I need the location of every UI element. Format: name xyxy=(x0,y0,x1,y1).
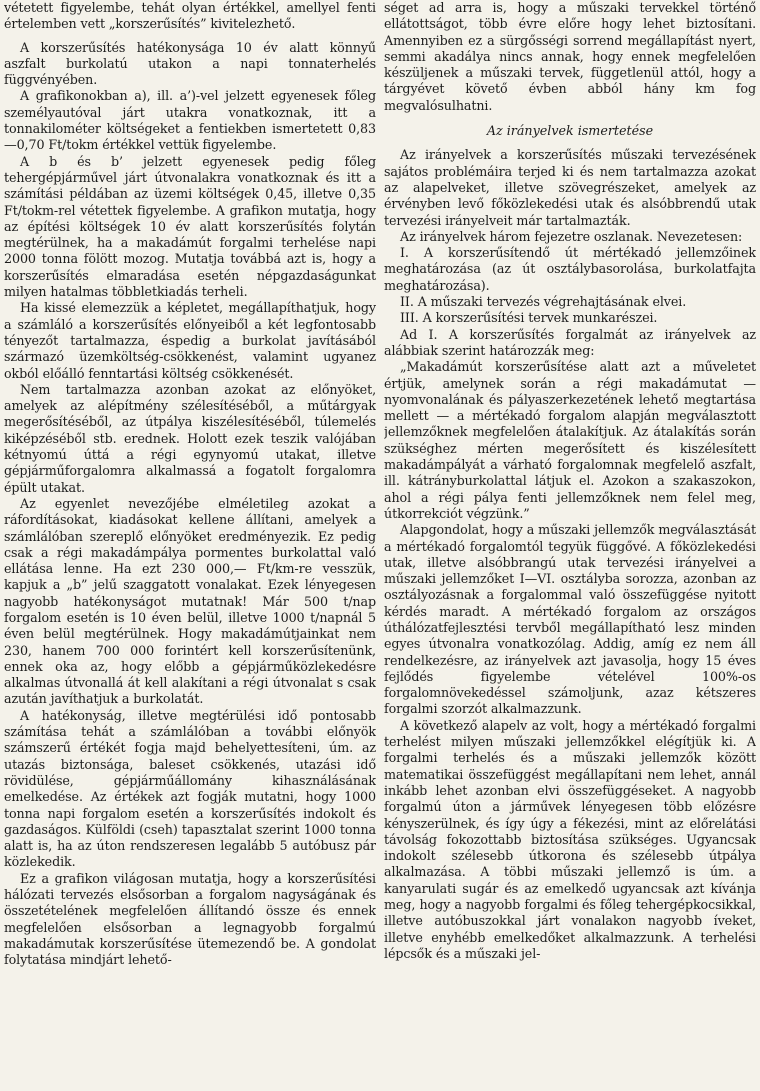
paragraph: A korszerűsítés hatékonysága 10 év alatt könnyű aszfalt burkolatú utakon a napi tonnaterhelés függvényében. xyxy=(4,39,376,88)
paragraph: Az irányelvek a korszerűsítés műszaki tervezésének sajátos problémáira terjed ki és nem tartalmazza azokat az alapelveket, illetve szövegrészeket, amelyek az érvényben levő főközlekedési utak és alsóbbrendű utak tervezési irányelveit már tartalmazták. xyxy=(384,147,756,228)
list-item: II. A műszaki tervezés végrehajtásának elvei. xyxy=(400,294,687,310)
paragraph: Az irányelvek három fejezetre oszlanak. Nevezetesen: xyxy=(400,228,743,244)
section-heading: Az irányelvek ismertetése xyxy=(486,123,654,139)
paragraph: Az egyenlet nevezőjébe elméletileg azokat a ráfordításokat, kiadásokat kellene állítani, amelyek a számlálóban szereplő előnyöket eredményezik. Ez pedig csak a régi makadámpálya pormentes burkolattal való ellátása lenne. Ha ezt 230 000,— Ft/km-re vesszük, kapjuk a „b” jelű szaggatott vonalakat. Ezek lényegesen nagyobb hatékonyságot mutatnak! Már 500 t/nap forgalom esetén is 10 éven belül, illetve 1000 t/napnál 5 éven belül megtérülnek. Hogy makadámútjainkat nem 230, hanem 700 000 forintért kell korszerűsítenünk, ennek oka az, hogy előbb a gépjárműközlekedésre alkalmas útvonallá át kell alakítani a régi útvonalat s csak azután javíthatjuk a burkolatát. xyxy=(4,495,376,707)
list-item: III. A korszerűsítési tervek munkarészei. xyxy=(400,310,658,326)
paragraph: A hatékonyság, illetve megtérülési idő pontosabb számítása tehát a számlálóban a további előnyök számszerű értékét fogja majd behelyettesíteni, úm. az utazás biztonsága, baleset csökkenés, utazási idő rövidülése, gépjárműállomány kihasználásának emelkedése. Az értékek azt fogják mutatni, hogy 1000 tonna napi forgalom esetén a korszerűsítés indokolt és gazdaságos. Külföldi (cseh) tapasztalat szerint 1000 tonna alatt is, ha az úton rendszeresen legalább 5 autóbusz pár közlekedik. xyxy=(4,707,376,870)
paragraph: A b és b’ jelzett egyenesek pedig főleg tehergépjárművel járt útvonalakra vonatkoznak és itt a számítási példában az üzemi költségek 0,45, illetve 0,35 Ft/tokm-rel vétettek figyelembe. A grafikon mutatja, hogy az építési költségek 10 év alatt korszerűsítés folytán megtérülnek, ha a makadámút forgalmi terhelése napi 2000 tonna fölött mozog. Mutatja továbbá azt is, hogy a korszerűsítés elmaradása esetén népgazdaságunkat milyen hatalmas többletkiadás terheli. xyxy=(4,153,376,300)
paragraph: Ez a grafikon világosan mutatja, hogy a korszerűsítési hálózati tervezés elsősorban a forgalom nagyságának és összetételének megfelelően állítandó össze és ennek megfelelően elsősorban a legnagyobb forgalmú makadámutak korszerűsítése ütemezendő be. A gondolat folytatása mindjárt lehető- xyxy=(4,870,376,968)
left-column xyxy=(4,0,376,1091)
paragraph: séget ad arra is, hogy a műszaki tervekkel történő ellátottságot, több évre előre hogy lehet biztosítani. Amennyiben ez a sürgősségi sorrend megállapítást nyert, semmi akadálya nincs annak, hogy ennek megfelelően készüljenek a műszaki tervek, függetlenül attól, hogy a tárgyévet követő évben abból hány km fog megvalósulhatni. xyxy=(384,0,756,113)
right-column xyxy=(384,0,756,1091)
paragraph: Nem tartalmazza azonban azokat az előnyöket, amelyek az alépítmény szélesítéséből, a műtárgyak megerősítéséből, az útpálya kiszélesítéséből, túlemelés kiképzéséből stb. erednek. Holott ezek teszik valójában kétnyomú úttá a régi egynyomú utakat, illetve gépjárműforgalomra alkalmassá a fogatolt forgalomra épült utakat. xyxy=(4,381,376,495)
paragraph: Ad I. A korszerűsítés forgalmát az irányelvek az alábbiak szerint határozzák meg: xyxy=(384,326,756,358)
paragraph: vétetett figyelembe, tehát olyan értékkel, amellyel fenti értelemben vett „korszerűsítés” kivitelezhető. xyxy=(4,0,376,32)
quote-paragraph: „Makadámút korszerűsítése alatt azt a műveletet értjük, amelynek során a régi makadámutat — nyomvonalának és pályaszerkezetének lehető megtartása mellett — a mértékadó forgalom alapján megválasztott jellemzőknek megfelelően átalakítjuk. Az átalakítás során szükséghez mérten megerősített és kiszélesített makadámpályát a várható forgalomnak megfelelő aszfalt, ill. kátrányburkolattal látjuk el. Azokon a szakaszokon, ahol a régi pálya fenti jellemzőknek nem felel meg, útkorrekciót végzünk.” xyxy=(384,359,756,521)
paragraph: Alapgondolat, hogy a műszaki jellemzők megválasztását a mértékadó forgalomtól tegyük függővé. A főközlekedési utak, illetve alsóbbrangú utak tervezési irányelvei a műszaki jellemzőket I—VI. osztályba sorozza, azonban az osztályozásnak a forgalommal való összefüggése nyitott kérdés maradt. A mértékadó forgalom az országos úthálózatfejlesztési tervből megállapítható lesz minden egyes útvonalra vonatkozólag. Addig, amíg ez nem áll rendelkezésre, az irányelvek azt javasolja, hogy 15 éves fejlődés figyelembe vételével 100%-os forgalomnövekedéssel számoljunk, azaz kétszeres forgalmi szorzót alkalmazzunk. xyxy=(384,522,756,717)
paragraph: Ha kissé elemezzük a képletet, megállapíthatjuk, hogy a számláló a korszerűsítés előnyeiből a két legfontosabb tényezőt tartalmazza, éspedig a burkolat javításából származó üzemköltség-csökkenést, valamint ugyanez okból előálló fenntartási költség csökkenését. xyxy=(4,300,376,381)
list-item: I. A korszerűsítendő út mértékadó jellemzőinek meghatározása (az út osztálybasorolása, burkolatfajta meghatározása). xyxy=(384,245,756,293)
paragraph: A következő alapelv az volt, hogy a mértékadó forgalmi terhelést milyen műszaki jellemzőkkel elégítjük ki. A forgalmi terhelés és a műszaki jellemzők között matematikai összefüggést megállapítani nem lehet, annál inkább lehet azonban elvi összefüggéseket. A nagyobb forgalmú úton a járművek lényegesen több előzésre kényszerülnek, és így úgy a fékezési, mint az előrelátási távolság fokozottabb biztosítása szükséges. Ugyancsak indokolt szélesebb útkorona és szélesebb útpálya alkalmazása. A többi műszaki jellemző is úm. a kanyarulati sugár és az emelkedő ugyancsak azt kívánja meg, hogy a nagyobb forgalmi és főleg tehergépkocsikkal, illetve autóbuszokkal járt vonalakon nagyobb íveket, illetve enyhébb emelkedőket alkalmazzunk. A terhelési lépcsők és a műszaki jel- xyxy=(384,717,756,961)
paragraph: A grafikonokban a), ill. a’)-vel jelzett egyenesek főleg személyautóval járt utakra vonatkoznak, itt a tonnakilométer költségeket a fentiekben ismertetett 0,83—0,70 Ft/tokm értékkel vettük figyelembe. xyxy=(4,88,376,153)
